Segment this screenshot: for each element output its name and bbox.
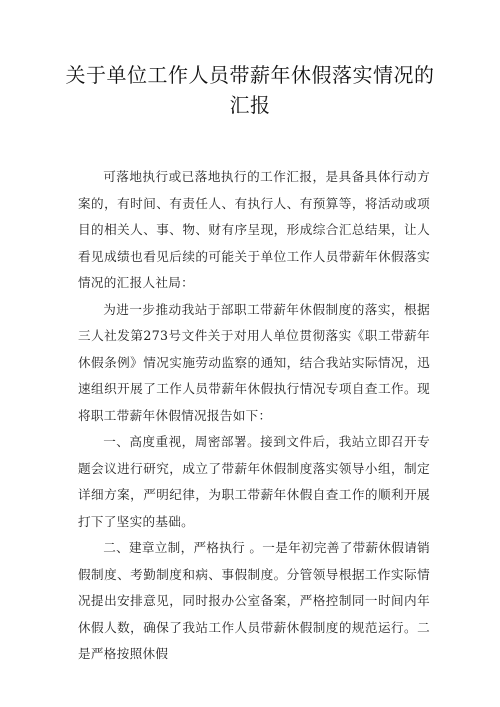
document-title bbox=[60, 60, 440, 120]
paragraph-background: 为进一步推动我站于部职工带薪年休假制度的落实，根据三人社发第273号文件关于对用人单位贯彻落实《职工带薪年休假条例》情况实施劳动监察的通知，结合我站实际情况，迅速组织开展了工作人员带薪年休假执行情况专项自查工作。现将职工带薪年休假情况报告如下： bbox=[78, 301, 430, 423]
document-body bbox=[78, 164, 430, 668]
paragraph-section-1: 一、高度重视，周密部署。接到文件后，我站立即召开专题会议进行研究，成立了带薪年休假制度落实领导小组，制定详细方案，严明纪律，为职工带薪年休假自查工作的顺利开展打下了坚实的基础。 bbox=[78, 434, 430, 529]
document-title-line-2: 汇报 bbox=[229, 93, 271, 117]
paragraph-section-2: 二、建章立制，严格执行 。一是年初完善了带薪休假请销假制度、考勤制度和病、事假制度。分管领导根据工作实际情况提出安排意见，同时报办公室备案，严格控制同一时间内年休假人数，确保了我站工作人员带薪休假制度的规范运行。二是严格按照休假 bbox=[78, 540, 430, 661]
document-title-line-1: 关于单位工作人员带薪年休假落实情况的 bbox=[65, 63, 435, 87]
paragraph-intro: 可落地执行或已落地执行的工作汇报，是具备具体行动方案的，有时间、有责任人、有执行人、有预算等，将活动或项目的相关人、事、物、财有序呈现，形成综合汇总结果，让人看见成绩也看见后续的可能关于单位工作人员带薪年休假落实情况的汇报人社局： bbox=[78, 169, 430, 290]
